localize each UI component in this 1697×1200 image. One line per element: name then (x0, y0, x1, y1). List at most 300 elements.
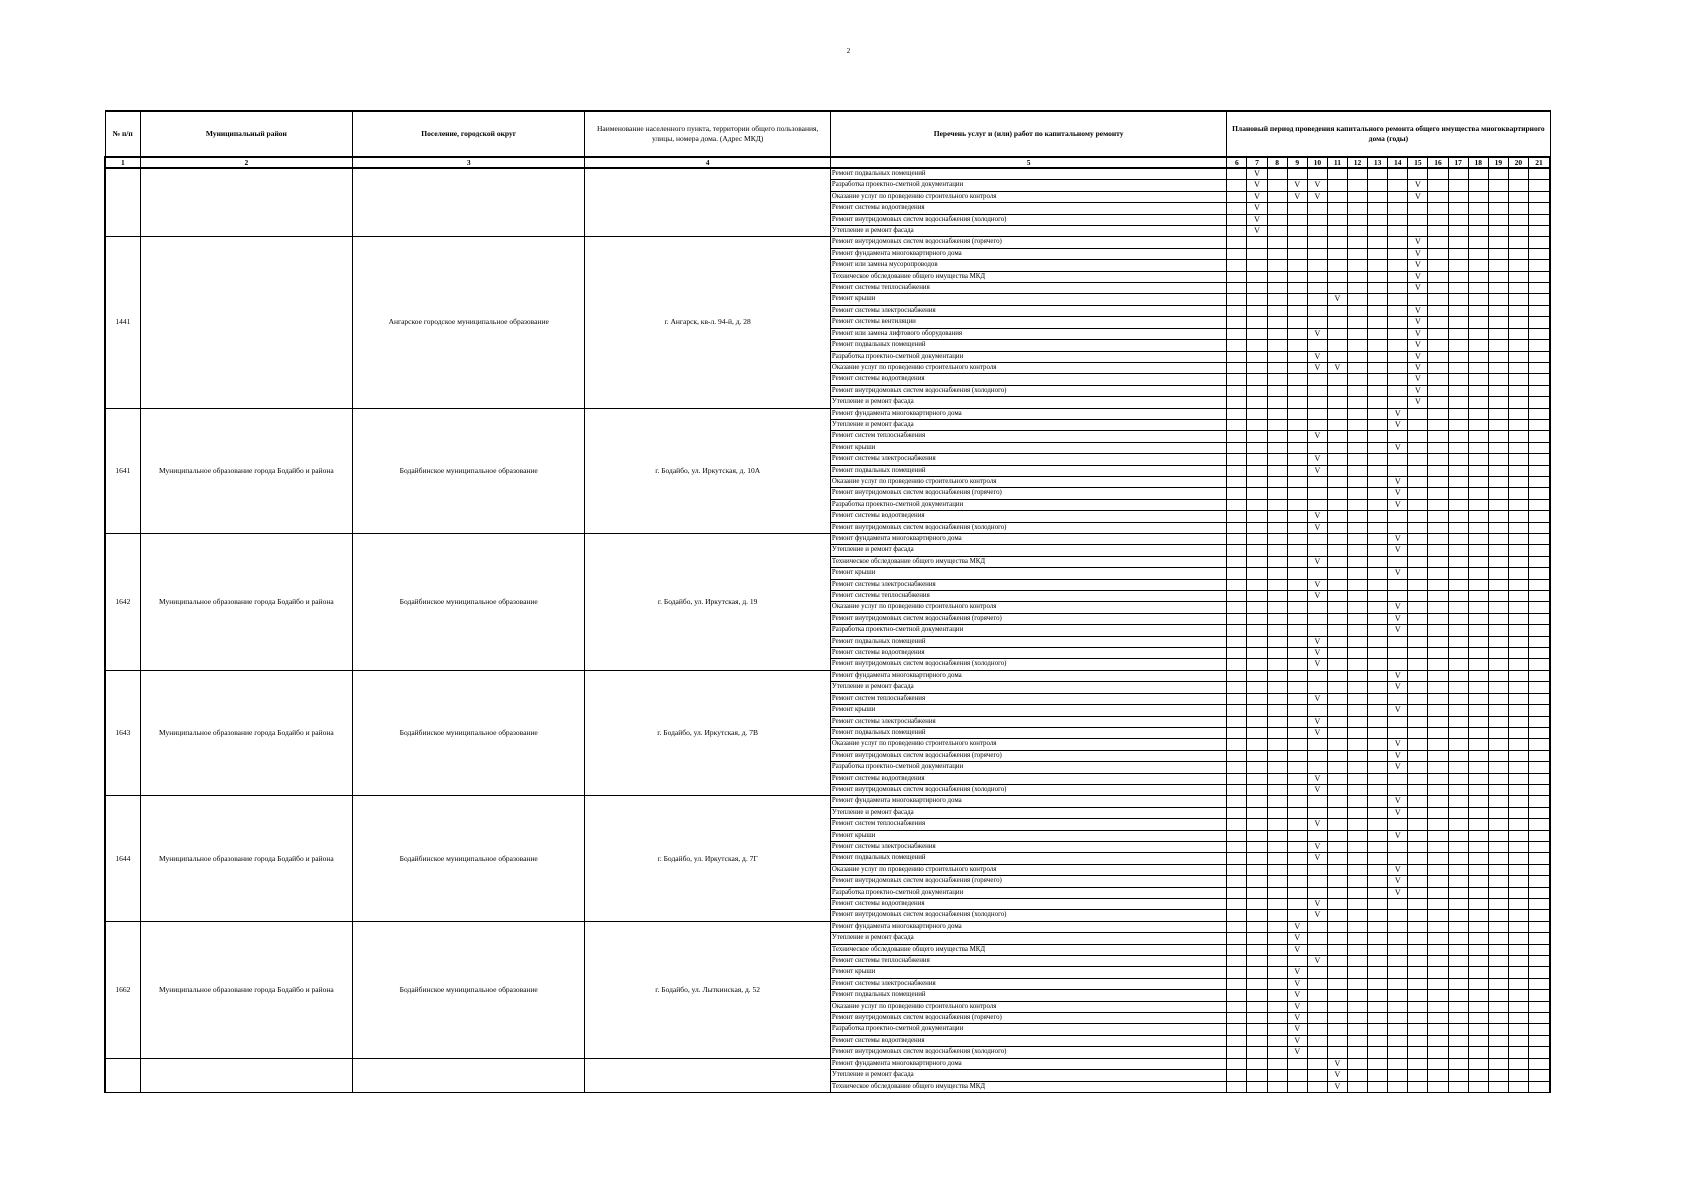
work-item: Ремонт системы водоотведения (830, 1035, 1226, 1046)
year-cell-10 (1307, 237, 1327, 248)
year-cell-20 (1508, 556, 1528, 567)
year-cell-6 (1227, 351, 1247, 362)
year-cell-15 (1408, 476, 1428, 487)
row-number: 1641 (105, 408, 140, 533)
district-cell: Муниципальное образование города Бодайбо и района (140, 534, 352, 671)
year-cell-6 (1227, 602, 1247, 613)
year-cell-19 (1488, 305, 1508, 316)
row-number: 1644 (105, 796, 140, 921)
year-cell-21 (1528, 419, 1550, 430)
year-cell-18 (1468, 1047, 1488, 1058)
year-cell-19 (1488, 1035, 1508, 1046)
year-cell-12 (1348, 362, 1368, 373)
year-cell-12 (1348, 534, 1368, 545)
year-cell-8 (1267, 476, 1287, 487)
year-cell-18 (1468, 374, 1488, 385)
year-cell-17 (1448, 499, 1468, 510)
year-cell-10 (1307, 488, 1327, 499)
year-cell-21 (1528, 1047, 1550, 1058)
year-cell-6 (1227, 283, 1247, 294)
year-cell-17 (1448, 397, 1468, 408)
work-item: Ремонт фундамента многоквартирного дома (830, 670, 1226, 681)
year-cell-15 (1408, 705, 1428, 716)
year-cell-10: V (1307, 716, 1327, 727)
year-cell-10 (1307, 921, 1327, 932)
year-cell-21 (1528, 830, 1550, 841)
year-cell-12 (1348, 762, 1368, 773)
year-cell-6 (1227, 374, 1247, 385)
year-cell-14: V (1388, 739, 1408, 750)
year-cell-20 (1508, 682, 1528, 693)
year-cell-14: V (1388, 602, 1408, 613)
year-cell-20 (1508, 887, 1528, 898)
year-cell-16 (1428, 636, 1448, 647)
year-cell-9: V (1287, 978, 1307, 989)
row-number (105, 1058, 140, 1092)
year-cell-20 (1508, 705, 1528, 716)
year-cell-19 (1488, 967, 1508, 978)
column-number: 3 (353, 157, 585, 168)
year-cell-13 (1368, 226, 1388, 237)
work-item: Разработка проектно-сметной документации (830, 887, 1226, 898)
year-cell-21 (1528, 362, 1550, 373)
work-item: Ремонт системы теплоснабжения (830, 591, 1226, 602)
year-cell-12 (1348, 956, 1368, 967)
year-cell-6 (1227, 248, 1247, 259)
year-cell-18 (1468, 328, 1488, 339)
year-cell-19 (1488, 556, 1508, 567)
column-number: 13 (1368, 157, 1388, 168)
year-cell-7 (1247, 739, 1267, 750)
year-cell-10 (1307, 990, 1327, 1001)
year-cell-6 (1227, 317, 1247, 328)
year-cell-14 (1388, 784, 1408, 795)
year-cell-13 (1368, 670, 1388, 681)
year-cell-9 (1287, 237, 1307, 248)
year-cell-7 (1247, 328, 1267, 339)
year-cell-20 (1508, 1070, 1528, 1081)
year-cell-9 (1287, 899, 1307, 910)
year-cell-9: V (1287, 191, 1307, 202)
year-cell-19 (1488, 864, 1508, 875)
year-cell-10: V (1307, 648, 1327, 659)
year-cell-13 (1368, 921, 1388, 932)
year-cell-10 (1307, 248, 1327, 259)
year-cell-19 (1488, 727, 1508, 738)
year-cell-10 (1307, 203, 1327, 214)
year-cell-11: V (1327, 1058, 1347, 1069)
year-cell-14 (1388, 853, 1408, 864)
year-cell-21 (1528, 648, 1550, 659)
year-cell-7 (1247, 465, 1267, 476)
year-cell-17 (1448, 773, 1468, 784)
year-cell-8 (1267, 534, 1287, 545)
year-cell-14: V (1388, 613, 1408, 624)
year-cell-10: V (1307, 956, 1327, 967)
year-cell-7 (1247, 693, 1267, 704)
work-item: Ремонт крыши (830, 568, 1226, 579)
year-cell-16 (1428, 454, 1448, 465)
year-cell-13 (1368, 465, 1388, 476)
year-cell-6 (1227, 397, 1247, 408)
column-number: 6 (1227, 157, 1247, 168)
work-item: Утепление и ремонт фасада (830, 1070, 1226, 1081)
year-cell-19 (1488, 784, 1508, 795)
work-item: Ремонт крыши (830, 830, 1226, 841)
year-cell-8 (1267, 739, 1287, 750)
year-cell-10 (1307, 305, 1327, 316)
year-cell-16 (1428, 1081, 1448, 1092)
year-cell-6 (1227, 716, 1247, 727)
year-cell-19 (1488, 841, 1508, 852)
year-cell-12 (1348, 830, 1368, 841)
year-cell-12 (1348, 807, 1368, 818)
year-cell-19 (1488, 716, 1508, 727)
year-cell-17 (1448, 248, 1468, 259)
year-cell-14 (1388, 191, 1408, 202)
year-cell-8 (1267, 773, 1287, 784)
year-cell-13 (1368, 819, 1388, 830)
year-cell-13 (1368, 511, 1388, 522)
year-cell-14 (1388, 340, 1408, 351)
year-cell-21 (1528, 613, 1550, 624)
year-cell-18 (1468, 340, 1488, 351)
year-cell-7: V (1247, 226, 1267, 237)
year-cell-8 (1267, 214, 1287, 225)
column-number-row (105, 157, 1550, 168)
year-cell-15 (1408, 602, 1428, 613)
year-cell-10: V (1307, 328, 1327, 339)
year-cell-11 (1327, 602, 1347, 613)
year-cell-16 (1428, 727, 1448, 738)
year-cell-8 (1267, 693, 1287, 704)
year-cell-7 (1247, 716, 1267, 727)
year-cell-20 (1508, 294, 1528, 305)
work-item: Оказание услуг по проведению строительного контроля (830, 864, 1226, 875)
year-cell-15 (1408, 670, 1428, 681)
year-cell-11 (1327, 876, 1347, 887)
year-cell-14 (1388, 248, 1408, 259)
year-cell-20 (1508, 910, 1528, 921)
year-cell-19 (1488, 226, 1508, 237)
year-cell-13 (1368, 830, 1388, 841)
year-cell-18 (1468, 191, 1488, 202)
year-cell-18 (1468, 237, 1488, 248)
district-cell (140, 168, 352, 237)
year-cell-14 (1388, 431, 1408, 442)
year-cell-11 (1327, 796, 1347, 807)
year-cell-7 (1247, 899, 1267, 910)
year-cell-9 (1287, 556, 1307, 567)
year-cell-10: V (1307, 191, 1327, 202)
year-cell-7 (1247, 283, 1267, 294)
year-cell-19 (1488, 408, 1508, 419)
year-cell-17 (1448, 294, 1468, 305)
year-cell-14 (1388, 944, 1408, 955)
year-cell-17 (1448, 579, 1468, 590)
year-cell-10 (1307, 397, 1327, 408)
year-cell-15 (1408, 1013, 1428, 1024)
year-cell-19 (1488, 978, 1508, 989)
year-cell-9: V (1287, 1024, 1307, 1035)
year-cell-11 (1327, 385, 1347, 396)
year-cell-16 (1428, 442, 1448, 453)
year-cell-10 (1307, 1081, 1327, 1092)
year-cell-12 (1348, 317, 1368, 328)
year-cell-21 (1528, 568, 1550, 579)
year-cell-15 (1408, 978, 1428, 989)
year-cell-18 (1468, 625, 1488, 636)
year-cell-21 (1528, 351, 1550, 362)
year-cell-6 (1227, 168, 1247, 180)
year-cell-16 (1428, 1035, 1448, 1046)
year-cell-6 (1227, 408, 1247, 419)
year-cell-10 (1307, 933, 1327, 944)
year-cell-13 (1368, 659, 1388, 670)
year-cell-11 (1327, 659, 1347, 670)
year-cell-9 (1287, 499, 1307, 510)
year-cell-19 (1488, 636, 1508, 647)
year-cell-17 (1448, 317, 1468, 328)
year-cell-16 (1428, 317, 1448, 328)
year-cell-9 (1287, 545, 1307, 556)
work-item: Оказание услуг по проведению строительного контроля (830, 191, 1226, 202)
year-cell-20 (1508, 967, 1528, 978)
year-cell-9 (1287, 762, 1307, 773)
year-cell-14 (1388, 454, 1408, 465)
year-cell-19 (1488, 397, 1508, 408)
work-item: Утепление и ремонт фасада (830, 682, 1226, 693)
year-cell-16 (1428, 271, 1448, 282)
year-cell-6 (1227, 762, 1247, 773)
year-cell-10 (1307, 602, 1327, 613)
year-cell-19 (1488, 853, 1508, 864)
work-item: Ремонт системы теплоснабжения (830, 283, 1226, 294)
year-cell-17 (1448, 180, 1468, 191)
year-cell-13 (1368, 419, 1388, 430)
year-cell-19 (1488, 237, 1508, 248)
year-cell-6 (1227, 853, 1247, 864)
year-cell-18 (1468, 978, 1488, 989)
year-cell-13 (1368, 591, 1388, 602)
work-item: Ремонт подвальных помещений (830, 727, 1226, 738)
year-cell-11 (1327, 1047, 1347, 1058)
year-cell-19 (1488, 214, 1508, 225)
year-cell-12 (1348, 419, 1368, 430)
year-cell-6 (1227, 340, 1247, 351)
year-cell-9 (1287, 648, 1307, 659)
year-cell-15 (1408, 419, 1428, 430)
year-cell-20 (1508, 750, 1528, 761)
year-cell-19 (1488, 670, 1508, 681)
year-cell-18 (1468, 465, 1488, 476)
year-cell-15 (1408, 522, 1428, 533)
header-works: Перечень услуг и (или) работ по капитальному ремонту (830, 111, 1226, 157)
year-cell-12 (1348, 579, 1368, 590)
year-cell-11 (1327, 693, 1347, 704)
year-cell-7: V (1247, 168, 1267, 180)
year-cell-11 (1327, 442, 1347, 453)
year-cell-10 (1307, 340, 1327, 351)
year-cell-14: V (1388, 830, 1408, 841)
year-cell-12 (1348, 226, 1368, 237)
year-cell-9 (1287, 442, 1307, 453)
year-cell-21 (1528, 454, 1550, 465)
year-cell-12 (1348, 1047, 1368, 1058)
year-cell-8 (1267, 899, 1287, 910)
year-cell-11 (1327, 956, 1347, 967)
year-cell-15 (1408, 294, 1428, 305)
year-cell-15: V (1408, 317, 1428, 328)
year-cell-13 (1368, 191, 1388, 202)
year-cell-7 (1247, 670, 1267, 681)
year-cell-7 (1247, 248, 1267, 259)
year-cell-14 (1388, 1013, 1408, 1024)
year-cell-20 (1508, 385, 1528, 396)
year-cell-17 (1448, 990, 1468, 1001)
year-cell-14 (1388, 214, 1408, 225)
year-cell-14 (1388, 362, 1408, 373)
year-cell-19 (1488, 454, 1508, 465)
year-cell-8 (1267, 648, 1287, 659)
year-cell-21 (1528, 864, 1550, 875)
header-settlement: Поселение, городской округ (353, 111, 585, 157)
work-item: Ремонт системы водоотведения (830, 773, 1226, 784)
year-cell-19 (1488, 693, 1508, 704)
year-cell-18 (1468, 807, 1488, 818)
year-cell-15 (1408, 226, 1428, 237)
year-cell-15 (1408, 830, 1428, 841)
work-item: Разработка проектно-сметной документации (830, 351, 1226, 362)
year-cell-21 (1528, 431, 1550, 442)
year-cell-8 (1267, 841, 1287, 852)
year-cell-16 (1428, 853, 1448, 864)
year-cell-19 (1488, 625, 1508, 636)
year-cell-12 (1348, 203, 1368, 214)
year-cell-18 (1468, 362, 1488, 373)
year-cell-10 (1307, 374, 1327, 385)
year-cell-18 (1468, 1035, 1488, 1046)
year-cell-16 (1428, 476, 1448, 487)
year-cell-21 (1528, 1024, 1550, 1035)
year-cell-20 (1508, 374, 1528, 385)
year-cell-11 (1327, 374, 1347, 385)
year-cell-18 (1468, 876, 1488, 887)
year-cell-7 (1247, 556, 1267, 567)
year-cell-11 (1327, 271, 1347, 282)
year-cell-21 (1528, 819, 1550, 830)
year-cell-16 (1428, 864, 1448, 875)
year-cell-18 (1468, 579, 1488, 590)
year-cell-17 (1448, 625, 1468, 636)
year-cell-9 (1287, 397, 1307, 408)
work-item: Ремонт подвальных помещений (830, 636, 1226, 647)
year-cell-18 (1468, 488, 1488, 499)
year-cell-17 (1448, 659, 1468, 670)
work-item: Ремонт подвальных помещений (830, 168, 1226, 180)
year-cell-8 (1267, 670, 1287, 681)
year-cell-13 (1368, 1024, 1388, 1035)
address-cell (585, 1058, 831, 1092)
year-cell-16 (1428, 1013, 1448, 1024)
year-cell-7 (1247, 431, 1267, 442)
year-cell-12 (1348, 613, 1368, 624)
year-cell-20 (1508, 168, 1528, 180)
year-cell-7 (1247, 648, 1267, 659)
work-item: Техническое обследование общего имущества МКД (830, 1081, 1226, 1092)
year-cell-6 (1227, 237, 1247, 248)
year-cell-19 (1488, 659, 1508, 670)
year-cell-20 (1508, 362, 1528, 373)
year-cell-18 (1468, 682, 1488, 693)
address-cell: г. Бодайбо, ул. Иркутская, д. 19 (585, 534, 831, 671)
year-cell-8 (1267, 1035, 1287, 1046)
year-cell-6 (1227, 1013, 1247, 1024)
year-cell-13 (1368, 1070, 1388, 1081)
year-cell-17 (1448, 796, 1468, 807)
year-cell-21 (1528, 499, 1550, 510)
year-cell-13 (1368, 271, 1388, 282)
year-cell-19 (1488, 465, 1508, 476)
year-cell-6 (1227, 180, 1247, 191)
year-cell-6 (1227, 454, 1247, 465)
year-cell-17 (1448, 1013, 1468, 1024)
year-cell-18 (1468, 1070, 1488, 1081)
year-cell-18 (1468, 796, 1488, 807)
year-cell-8 (1267, 579, 1287, 590)
year-cell-11 (1327, 1035, 1347, 1046)
year-cell-18 (1468, 248, 1488, 259)
year-cell-18 (1468, 294, 1488, 305)
year-cell-11: V (1327, 362, 1347, 373)
year-cell-20 (1508, 191, 1528, 202)
year-cell-12 (1348, 442, 1368, 453)
year-cell-16 (1428, 248, 1448, 259)
year-cell-7 (1247, 864, 1267, 875)
year-cell-20 (1508, 248, 1528, 259)
year-cell-11 (1327, 1001, 1347, 1012)
year-cell-10 (1307, 408, 1327, 419)
year-cell-18 (1468, 705, 1488, 716)
year-cell-16 (1428, 568, 1448, 579)
year-cell-7 (1247, 636, 1267, 647)
year-cell-9 (1287, 283, 1307, 294)
year-cell-19 (1488, 374, 1508, 385)
year-cell-13 (1368, 784, 1388, 795)
year-cell-11 (1327, 853, 1347, 864)
header-row (105, 111, 1550, 157)
year-cell-15: V (1408, 271, 1428, 282)
work-item: Ремонт внутридомовых систем водоснабжения (холодного) (830, 522, 1226, 533)
year-cell-8 (1267, 853, 1287, 864)
year-cell-16 (1428, 385, 1448, 396)
year-cell-7 (1247, 397, 1267, 408)
year-cell-21 (1528, 591, 1550, 602)
year-cell-11 (1327, 168, 1347, 180)
year-cell-13 (1368, 978, 1388, 989)
year-cell-11 (1327, 214, 1347, 225)
year-cell-17 (1448, 511, 1468, 522)
year-cell-18 (1468, 773, 1488, 784)
year-cell-16 (1428, 237, 1448, 248)
year-cell-6 (1227, 613, 1247, 624)
column-number: 10 (1307, 157, 1327, 168)
year-cell-17 (1448, 841, 1468, 852)
year-cell-13 (1368, 556, 1388, 567)
year-cell-10 (1307, 944, 1327, 955)
year-cell-13 (1368, 864, 1388, 875)
year-cell-13 (1368, 1081, 1388, 1092)
